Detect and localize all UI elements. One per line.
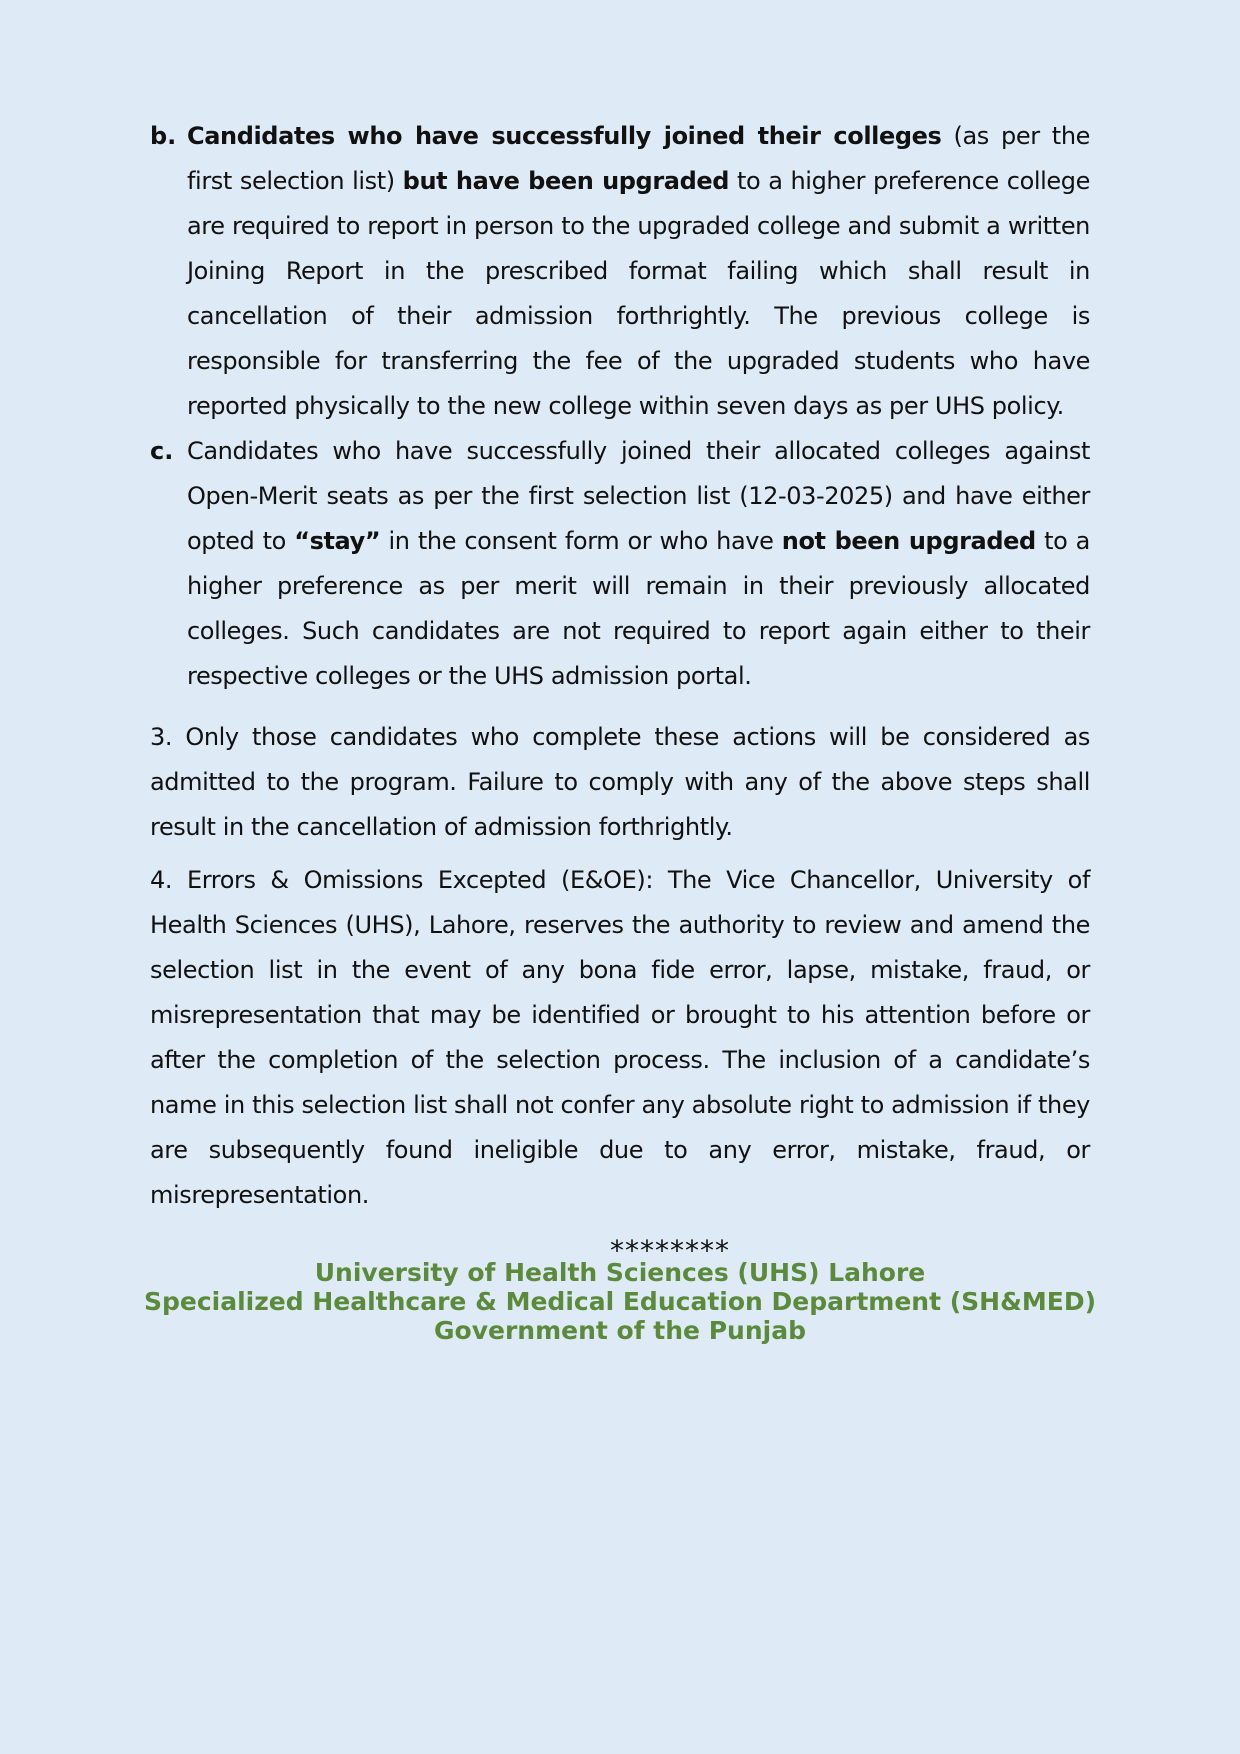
paragraph-4: 4. Errors & Omissions Excepted (E&OE): The Vice Chancellor, University of Health Sciences (UHS), Lahore, reserves the authority to review and amend the selection list in the event of any bona fide error, lapse, mistake, fraud, or misrepresentation that may be identified or brought to his attention before or after the completion of the selection process. The inclusion of a candidate’s name in this selection list shall not confer any absolute right to admission if they are subsequently found ineligible due to any error, mistake, fraud, or misrepresentation.	[150, 866, 1090, 1209]
text-run: to a higher preference as per merit will remain in their previously allocated colleges. Such candidates are not required to report again either to their respective colleges or the UHS admission portal.	[187, 527, 1090, 690]
text-run: (as per the first selection list)	[187, 122, 1090, 195]
list-item-b	[150, 114, 1090, 429]
list-item-text	[187, 429, 1090, 699]
footer-university: University of Health Sciences (UHS) Lahore	[314, 1258, 926, 1287]
list-marker: c.	[150, 437, 174, 465]
bold-run: Candidates who have successfully joined their colleges	[187, 122, 942, 150]
separator-stars: ********	[610, 1234, 730, 1267]
list-item-text	[187, 114, 1090, 429]
bold-run: “stay”	[294, 527, 381, 555]
bold-run: not been upgraded	[781, 527, 1036, 555]
text-run: Candidates who have successfully joined their allocated colleges against Open-Merit seats as per the first selection list (12-03-2025) and have either opted to	[187, 437, 1090, 555]
bold-run: but have been upgraded	[402, 167, 730, 195]
text-run: to a higher preference college are required to report in person to the upgraded college and submit a written Joining Report in the prescribed format failing which shall result in cancellation of their admission forthrightly. The previous college is responsible for transferring the fee of the upgraded students who have reported physically to the new college within seven days as per UHS policy.	[187, 167, 1090, 420]
footer-government: Government of the Punjab	[434, 1316, 806, 1345]
document-body	[150, 114, 1090, 1268]
list-item-c	[150, 429, 1090, 699]
paragraph-3: 3. Only those candidates who complete these actions will be considered as admitted to the program. Failure to comply with any of the above steps shall result in the cancellation of admission forthrightly.	[150, 723, 1090, 841]
footer-department: Specialized Healthcare & Medical Education Department (SH&MED)	[143, 1287, 1097, 1316]
list-marker: b.	[150, 122, 177, 150]
text-run: in the consent form or who have	[380, 527, 782, 555]
footer-block	[0, 1258, 1240, 1345]
